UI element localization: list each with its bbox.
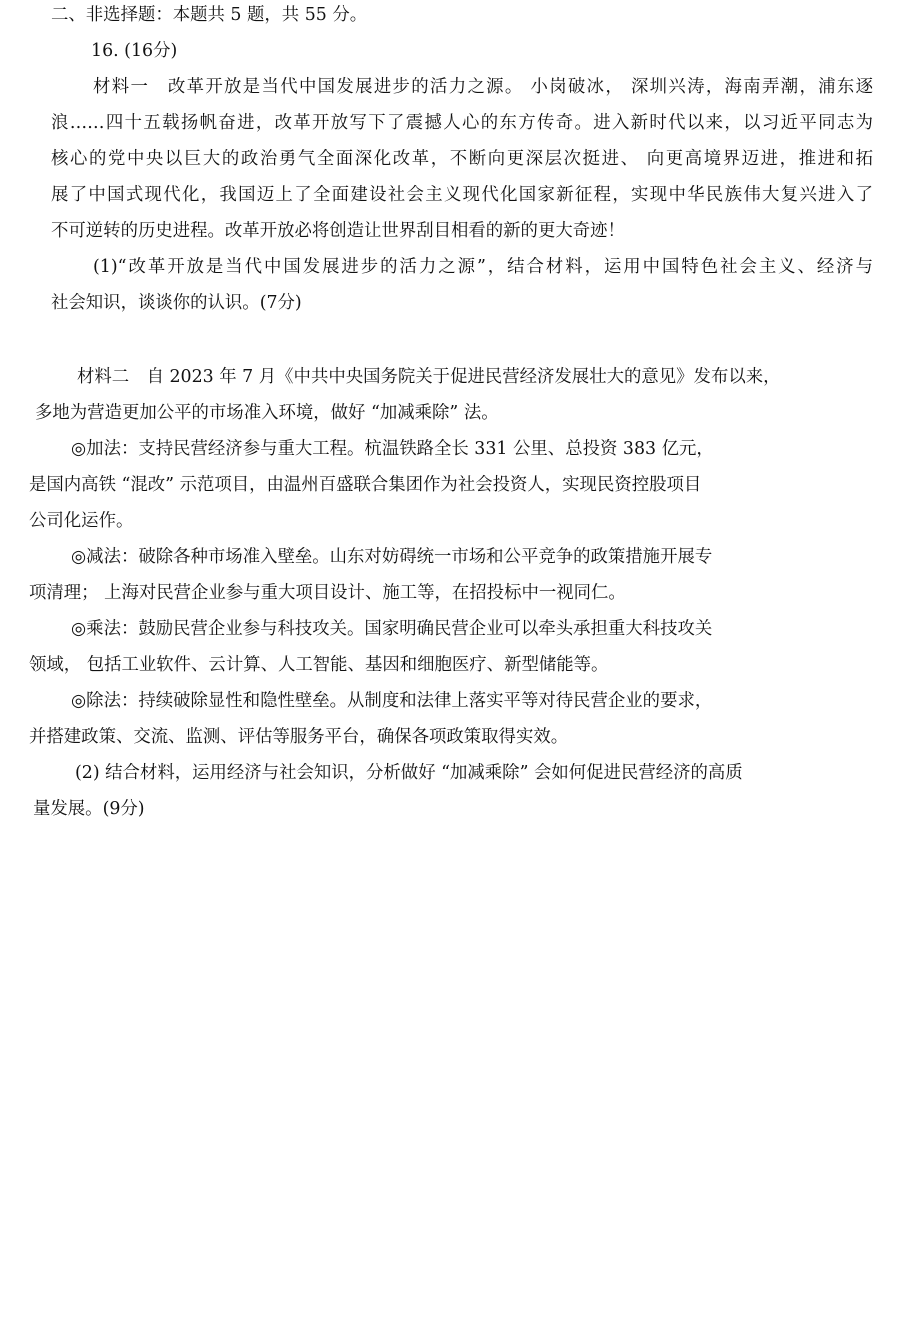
subtraction-line: ◎减法：破除各种市场准入壁垒。山东对妨碍统一市场和公平竞争的政策措施开展专 [71, 547, 713, 567]
multiplication-line: ◎乘法：鼓励民营企业参与科技攻关。国家明确民营企业可以牵头承担重大科技攻关 [71, 619, 713, 639]
question-number: 16. (16分) [91, 41, 178, 61]
material-one-line: 核心的党中央以巨大的政治勇气全面深化改革，不断向更深层次挺进、 向更高境界迈进，推进和拓 [51, 149, 873, 169]
sub-question-2-line: 量发展。(9分) [33, 799, 145, 819]
sub-question-1-line: 社会知识，谈谈你的认识。(7分) [51, 293, 302, 313]
material-two-intro-line: 材料二 自 2023 年 7 月《中共中央国务院关于促进民营经济发展壮大的意见》发布以来， [77, 367, 781, 387]
sub-question-2-line: (2) 结合材料，运用经济与社会知识，分析做好 “加减乘除” 会如何促进民营经济的高质 [75, 763, 743, 783]
division-line: 并搭建政策、交流、监测、评估等服务平台，确保各项政策取得实效。 [29, 727, 569, 747]
subtraction-line: 项清理； 上海对民营企业参与重大项目设计、施工等，在招投标中一视同仁。 [29, 583, 626, 603]
material-one-line: 浪……四十五载扬帆奋进，改革开放写下了震撼人心的东方传奇。进入新时代以来，以习近平同志为 [51, 113, 873, 133]
material-one-line: 材料一 改革开放是当代中国发展进步的活力之源。 小岗破冰， 深圳兴涛，海南弄潮，浦东逐 [93, 77, 873, 97]
addition-line: ◎加法：支持民营经济参与重大工程。杭温铁路全长 331 公里、总投资 383 亿元， [71, 439, 714, 459]
material-one-line: 不可逆转的历史进程。改革开放必将创造让世界刮目相看的新的更大奇迹！ [51, 221, 625, 241]
sub-question-1-line: (1)“改革开放是当代中国发展进步的活力之源”，结合材料，运用中国特色社会主义、经济与 [93, 257, 873, 277]
addition-line: 公司化运作。 [29, 511, 134, 531]
multiplication-line: 领域， 包括工业软件、云计算、人工智能、基因和细胞医疗、新型储能等。 [29, 655, 609, 675]
division-line: ◎除法：持续破除显性和隐性壁垒。从制度和法律上落实平等对待民营企业的要求， [71, 691, 713, 711]
addition-line: 是国内高铁 “混改” 示范项目，由温州百盛联合集团作为社会投资人，实现民资控股项目 [29, 475, 702, 495]
material-two-intro-line: 多地为营造更加公平的市场准入环境，做好 “加减乘除” 法。 [35, 403, 499, 423]
section-heading: 二、非选择题：本题共 5 题，共 55 分。 [51, 5, 368, 25]
material-one-line: 展了中国式现代化，我国迈上了全面建设社会主义现代化国家新征程，实现中华民族伟大复兴进入了 [51, 185, 873, 205]
